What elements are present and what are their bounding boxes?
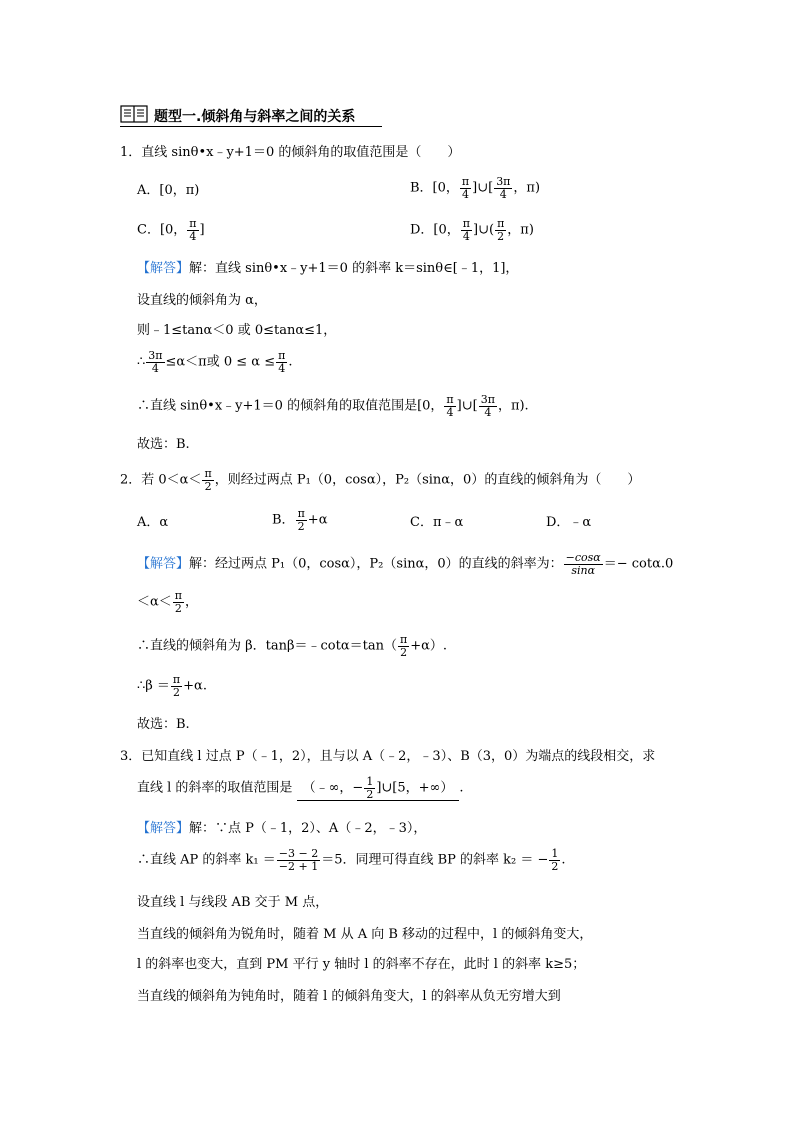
q2-answer-line-2: ＜α＜ $\frac{\pi}{2}$ ， [137, 589, 199, 615]
q3-stem: 3．已知直线 l 过点 P（﹣1，2），且与以 A（﹣2，﹣3）、B（3，0）为端点的线段相交，求 [120, 749, 656, 764]
q1-answer-line-2: 设直线的倾斜角为 α， [137, 293, 267, 308]
q3-answer-line-5: l 的斜率也变大，直到 PM 平行 y 轴时 l 的斜率不存在，此时 l 的斜率 k≥5； [137, 957, 586, 972]
q2-option-b: B． $\frac{\pi}{2}$ +α [272, 507, 328, 533]
q3-answer-line-4: 当直线的倾斜角为锐角时，随着 M 从 A 向 B 移动的过程中，l 的倾斜角变大， [137, 927, 593, 942]
q1-answer-line-4: ∴ $\frac{3\pi}{4}$ ≤α＜π或 0 ≤ α ≤ $\frac{\pi}{4}$ . [137, 349, 293, 375]
q1-option-a: A．[0，π) [137, 183, 200, 198]
q2-option-d: D．﹣α [546, 515, 592, 530]
q1-option-b: B．[0， $\frac{\pi}{4}$ ]∪[ $\frac{3\pi}{4}$ ，π) [410, 175, 541, 201]
q2-option-a: A．α [137, 515, 169, 530]
book-icon [120, 104, 148, 124]
q2-answer-line-1: 【解答】解：经过两点 P₁（0，cosα），P₂（sinα，0）的直线的斜率为： $\frac{-\cos\alpha}{\sin\alpha}$ ＝− cotα.0 [137, 551, 674, 577]
section-title: 题型一.倾斜角与斜率之间的关系 [154, 109, 356, 125]
q1-answer-line-5: ∴直线 sinθ•x﹣y+1＝0 的倾斜角的取值范围是[0， $\frac{\pi}{4}$ ]∪[ $\frac{3\pi}{4}$ ，π). [137, 393, 529, 419]
q1-answer-line-1: 【解答】解：直线 sinθ•x﹣y+1＝0 的斜率 k＝sinθ∈[﹣1，1]， [137, 261, 519, 276]
q2-stem: 2．若 0＜α＜ $\frac{\pi}{2}$ ，则经过两点 P₁（0，cosα），P₂（sinα，0）的直线的倾斜角为（ ） [120, 467, 641, 493]
q3-answer-line-1: 【解答】解：∵点 P（﹣1，2）、A（﹣2，﹣3）， [137, 821, 427, 836]
q2-option-c: C．π﹣α [410, 515, 464, 530]
q1-answer-line-3: 则﹣1≤tanα＜0 或 0≤tanα≤1， [137, 323, 337, 338]
q3-stem-line-2: 直线 l 的斜率的取值范围是 （﹣∞，− $\frac{1}{2}$ ]∪[5，+∞） . [137, 775, 464, 801]
q1-option-d: D．[0， $\frac{\pi}{4}$ ]∪( $\frac{\pi}{2}$ ，π) [410, 217, 534, 243]
section-header [120, 104, 382, 127]
q2-answer-line-4: ∴β ＝ $\frac{\pi}{2}$ +α. [137, 673, 207, 699]
q3-answer-line-6: 当直线的倾斜角为钝角时，随着 l 的倾斜角变大，l 的斜率从负无穷增大到 [137, 989, 561, 1004]
q2-answer-line-3: ∴直线的倾斜角为 β．tanβ＝﹣cotα＝tan（ $\frac{\pi}{2}$ +α）. [137, 633, 448, 659]
q1-option-c: C．[0， $\frac{\pi}{4}$ ] [137, 217, 205, 243]
q2-answer-line-5: 故选：B. [137, 717, 190, 732]
q3-answer-blank: （﹣∞，− $\frac{1}{2}$ ]∪[5，+∞） [297, 776, 460, 801]
q3-answer-line-3: 设直线 l 与线段 AB 交于 M 点， [137, 895, 329, 910]
q3-answer-line-2: ∴直线 AP 的斜率 k₁ ＝ $\frac{-3 - 2}{-2 + 1}$ ＝5．同理可得直线 BP 的斜率 k₂ ＝ − $\frac{1}{2}$ . [137, 847, 566, 873]
q1-stem: 1．直线 sinθ•x﹣y+1＝0 的倾斜角的取值范围是（ ） [120, 145, 461, 160]
q1-answer-line-6: 故选：B. [137, 437, 190, 452]
